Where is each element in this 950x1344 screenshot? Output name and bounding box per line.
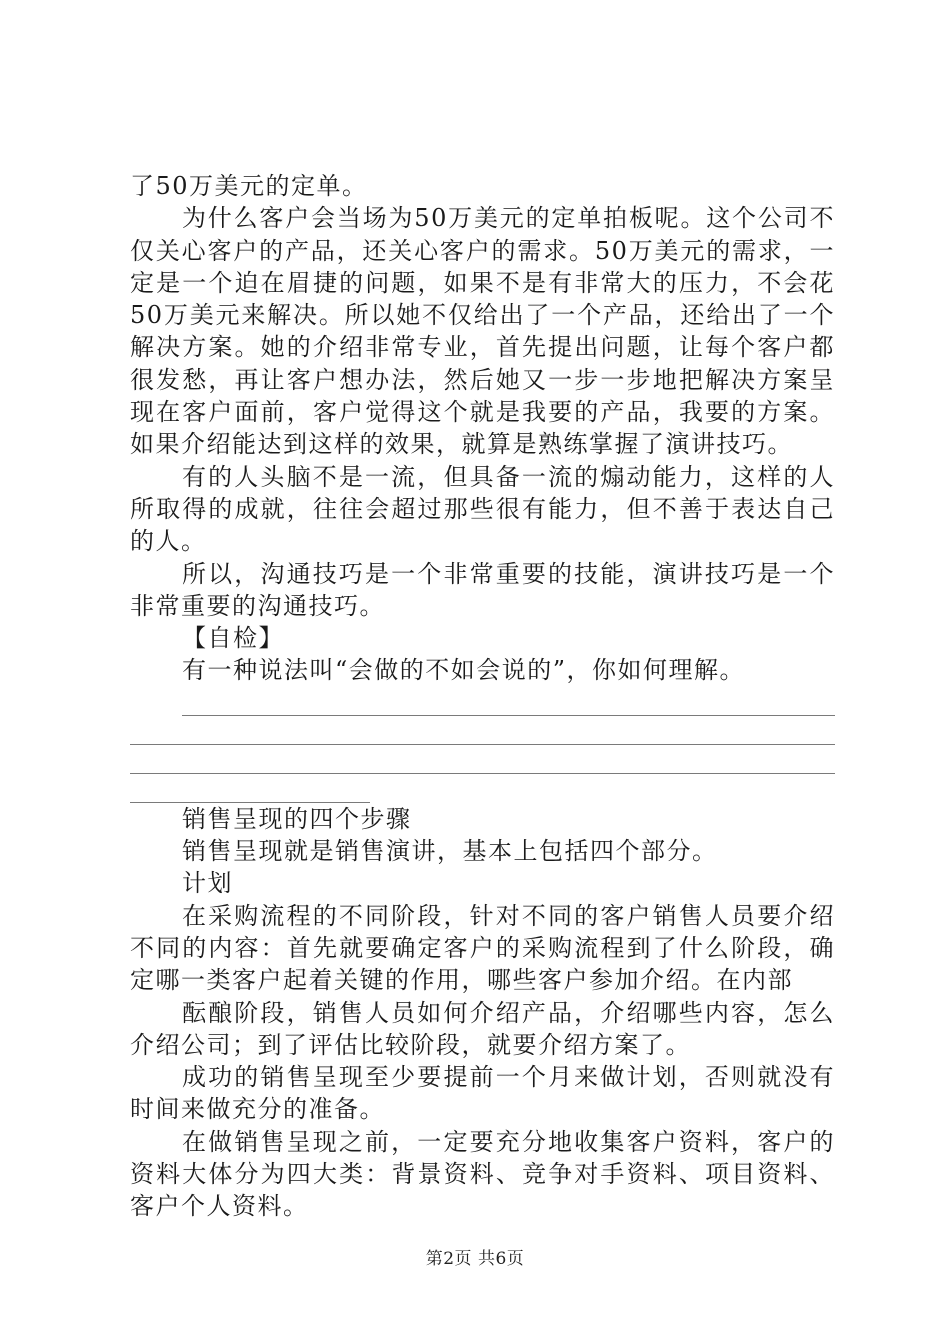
document-page: [130, 170, 835, 1223]
paragraph-why-client: 为什么客户会当场为50万美元的定单拍板呢。这个公司不仅关心客户的产品，还关心客户的需求。50万美元的需求，一定是一个迫在眉捷的问题，如果不是有非常大的压力，不会花50万美元来解决。所以她不仅给出了一个产品，还给出了一个解决方案。她的介绍非常专业，首先提出问题，让每个客户都很发愁，再让客户想办法，然后她又一步一步地把解决方案呈现在客户面前，客户觉得这个就是我要的产品，我要的方案。如果介绍能达到这样的效果，就算是熟练掌握了演讲技巧。: [130, 204, 835, 459]
answer-line[interactable]: [182, 687, 835, 716]
paragraph-conclusion: 所以，沟通技巧是一个非常重要的技能，演讲技巧是一个非常重要的沟通技巧。: [130, 559, 835, 620]
paragraph-four-parts: 销售呈现就是销售演讲，基本上包括四个部分。: [182, 837, 718, 866]
subheading-plan: 计划: [182, 869, 233, 898]
section-heading-four-steps: 销售呈现的四个步骤: [182, 804, 412, 833]
self-check-question: 有一种说法叫“会做的不如会说的”，你如何理解。: [182, 656, 746, 685]
paragraph-plan-ahead: 成功的销售呈现至少要提前一个月来做计划，否则就没有时间来做充分的准备。: [130, 1063, 835, 1124]
page-footer: 第2页 共6页: [425, 1249, 525, 1269]
paragraph-persuasion: 有的人头脑不是一流，但具备一流的煽动能力，这样的人所取得的成就，往往会超过那些很有能力，但不善于表达自己的人。: [130, 462, 835, 556]
answer-line[interactable]: [130, 774, 370, 803]
paragraph-brewing-stage: 酝酿阶段，销售人员如何介绍产品，介绍哪些内容，怎么介绍公司；到了评估比较阶段，就要介绍方案了。: [130, 998, 835, 1059]
paragraph-procurement-stages: 在采购流程的不同阶段，针对不同的客户销售人员要介绍不同的内容：首先就要确定客户的采购流程到了什么阶段，确定哪一类客户起着关键的作用，哪些客户参加介绍。在内部: [130, 901, 835, 995]
section-heading-self-check: 【自检】: [182, 624, 284, 653]
answer-line[interactable]: [130, 745, 835, 774]
answer-line[interactable]: [130, 716, 835, 745]
paragraph-client-materials: 在做销售呈现之前，一定要充分地收集客户资料，客户的资料大体分为四大类：背景资料、竞争对手资料、项目资料、客户个人资料。: [130, 1127, 835, 1221]
paragraph-continuation: 了50万美元的定单。: [130, 172, 368, 200]
